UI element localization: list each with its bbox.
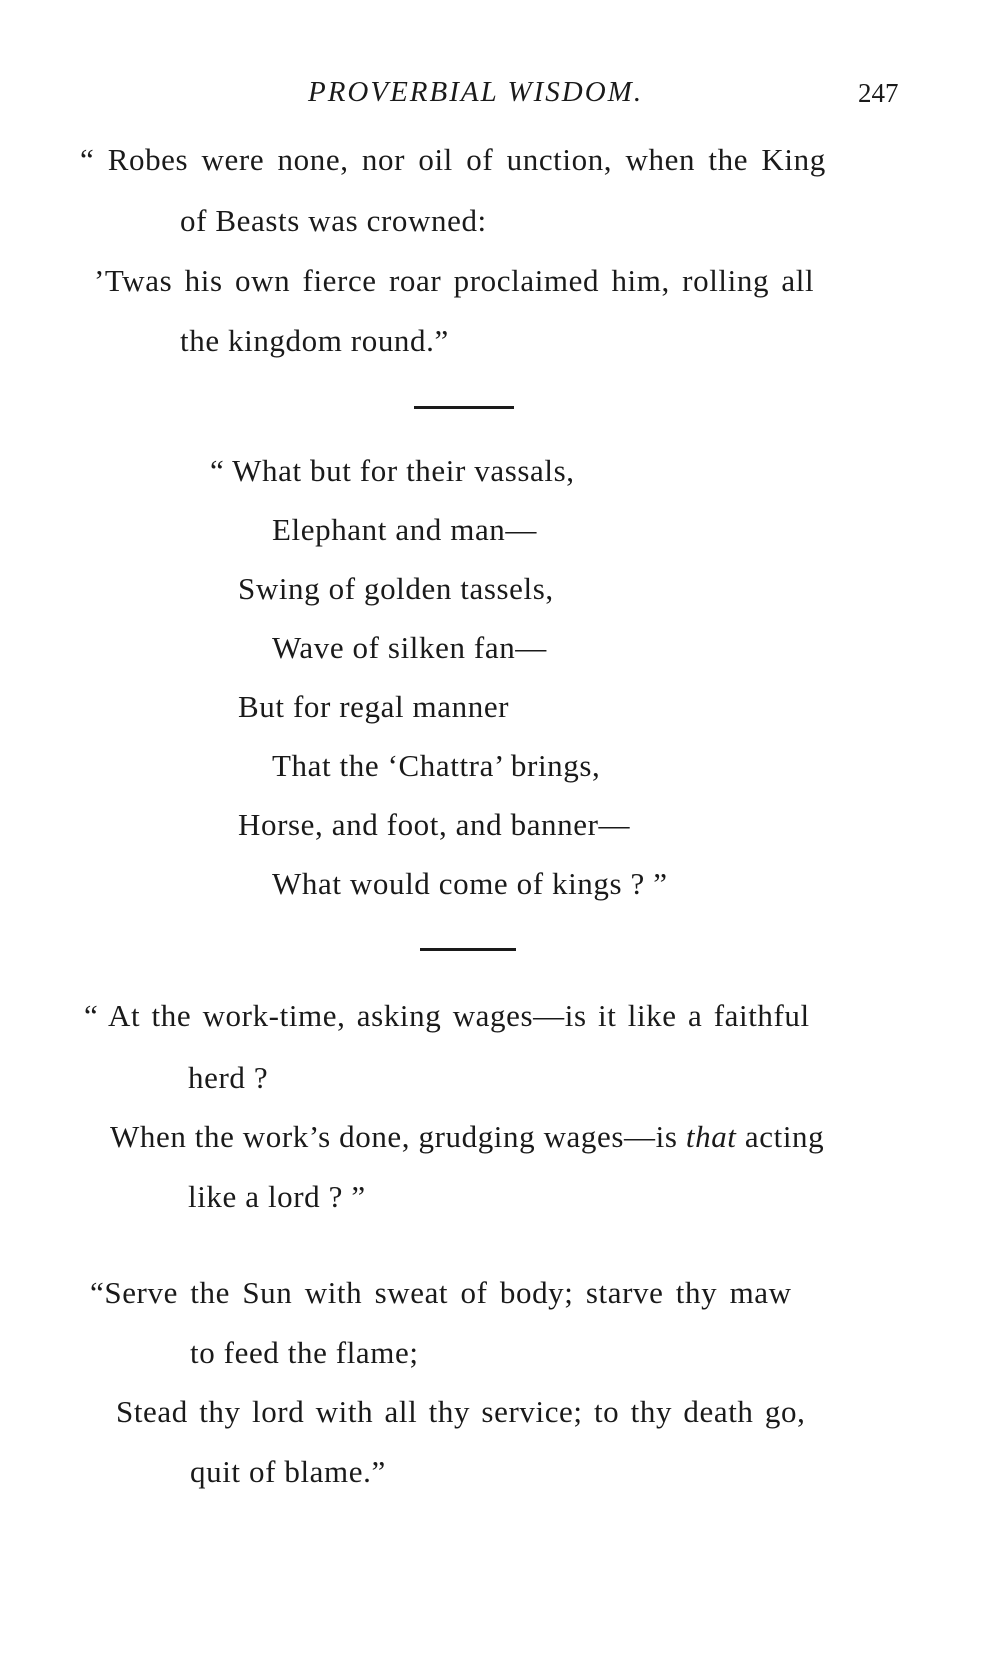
running-title: PROVERBIAL WISDOM. [308, 76, 644, 108]
verse-line: Elephant and man— [272, 512, 538, 547]
verse-line: Horse, and foot, and banner— [238, 807, 631, 842]
verse-line: “Serve the Sun with sweat of body; starve thy maw [90, 1275, 792, 1310]
verse-line [110, 1119, 824, 1155]
verse-text: When the work’s done, grudging wages—is [110, 1119, 678, 1154]
verse-line: of Beasts was crowned: [180, 203, 487, 238]
verse-line: like a lord ? ” [188, 1179, 366, 1214]
verse-line: herd ? [188, 1060, 269, 1095]
emphasis-text: that [685, 1119, 737, 1154]
page-number: 247 [858, 78, 899, 108]
running-head [0, 76, 1000, 116]
verse-text: acting [744, 1119, 825, 1154]
verse-line: Wave of silken fan— [272, 630, 547, 665]
verse-line: ’Twas his own fierce roar proclaimed him, rolling all [94, 263, 815, 298]
section-divider [420, 948, 516, 951]
verse-line: “ What but for their vassals, [210, 453, 575, 488]
verse-line: “ At the work-time, asking wages—is it like a faithful [84, 998, 810, 1033]
verse-line: quit of blame.” [190, 1454, 386, 1489]
verse-line: Swing of golden tassels, [238, 571, 554, 606]
verse-line: Stead thy lord with all thy service; to thy death go, [116, 1394, 806, 1429]
section-divider [414, 406, 514, 409]
verse-line: That the ‘Chattra’ brings, [272, 748, 601, 783]
verse-line: “ Robes were none, nor oil of unction, when the King [80, 142, 826, 177]
verse-line: to feed the flame; [190, 1335, 419, 1370]
verse-line: But for regal manner [238, 689, 510, 724]
verse-line: the kingdom round.” [180, 323, 449, 358]
verse-line: What would come of kings ? ” [272, 866, 668, 901]
